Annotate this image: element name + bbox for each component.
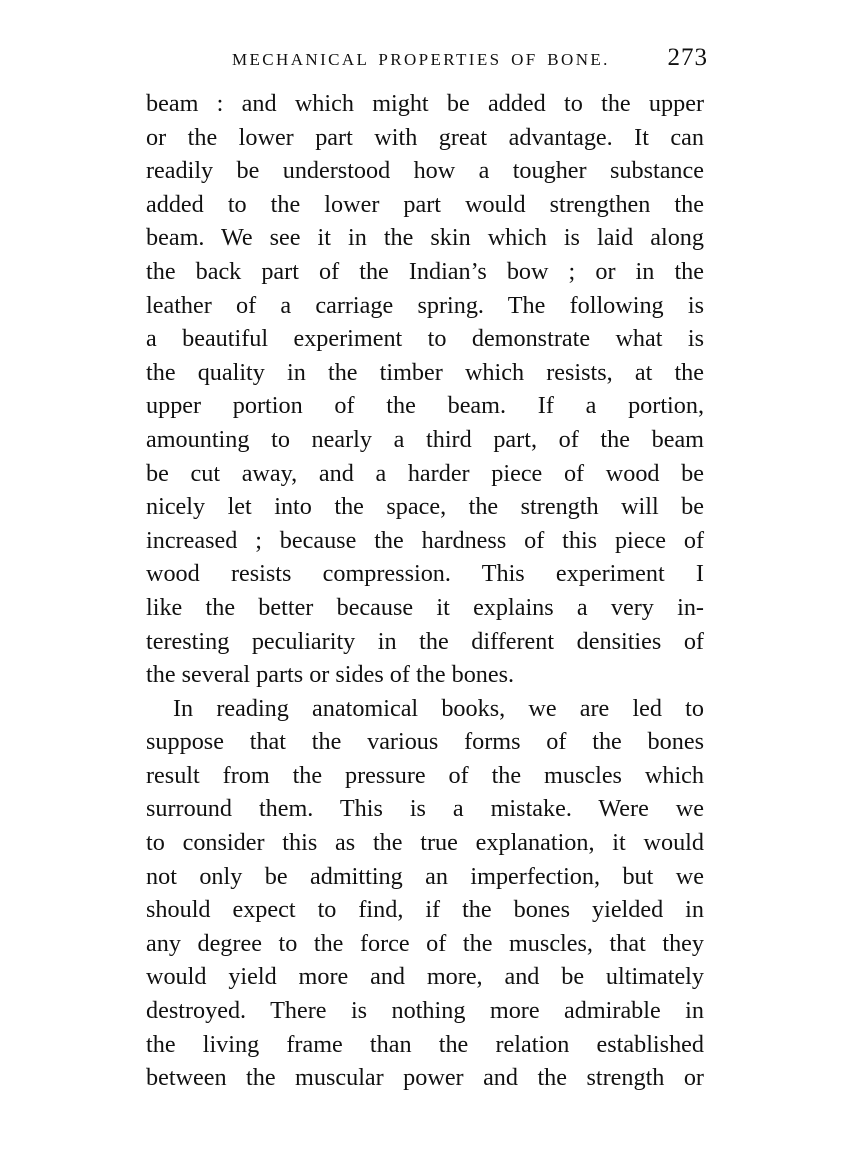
text-line: amounting to nearly a third part, of the beam [146, 425, 704, 453]
text-line: or the lower part with great advantage. It can [146, 123, 704, 151]
text-line: increased ; because the hardness of this piece of [146, 526, 704, 554]
text-line: leather of a carriage spring. The following is [146, 291, 704, 319]
running-title: MECHANICAL PROPERTIES OF BONE. [232, 50, 610, 69]
paragraph-2 [146, 692, 704, 1095]
body-text [146, 87, 704, 1095]
text-line: not only be admitting an imperfection, but we [146, 862, 704, 890]
text-line: to consider this as the true explanation, it would [146, 829, 704, 857]
text-line: destroyed. There is nothing more admirable in [146, 997, 704, 1025]
text-line: upper portion of the beam. If a portion, [146, 392, 704, 420]
paragraph-1 [146, 87, 704, 692]
text-line: suppose that the various forms of the bones [146, 728, 704, 756]
text-line: teresting peculiarity in the different densities of [146, 627, 704, 655]
text-line: a beautiful experiment to demonstrate what is [146, 325, 704, 353]
text-line: beam. We see it in the skin which is laid along [146, 224, 704, 252]
text-line: any degree to the force of the muscles, that they [146, 929, 704, 957]
text-line: the back part of the Indian’s bow ; or in the [146, 257, 704, 285]
text-line: between the muscular power and the strength or [146, 1064, 704, 1092]
running-header [232, 44, 708, 74]
page-number: 273 [667, 44, 708, 71]
text-line: like the better because it explains a very in- [146, 593, 704, 621]
text-line: wood resists compression. This experiment I [146, 560, 704, 588]
text-line: the several parts or sides of the bones. [146, 661, 515, 689]
text-line: result from the pressure of the muscles which [146, 761, 704, 789]
text-line: added to the lower part would strengthen the [146, 190, 704, 218]
text-line: beam : and which might be added to the upper [146, 90, 704, 117]
text-line: be cut away, and a harder piece of wood be [146, 459, 704, 487]
text-line: the living frame than the relation established [146, 1030, 704, 1058]
text-line: readily be understood how a tougher substance [146, 157, 704, 185]
text-line: would yield more and more, and be ultimately [146, 963, 704, 991]
text-line: the quality in the timber which resists, at the [146, 358, 704, 386]
text-line: surround them. This is a mistake. Were we [146, 795, 704, 823]
text-line: In reading anatomical books, we are led to [173, 694, 704, 722]
text-line: nicely let into the space, the strength will be [146, 493, 704, 521]
text-line: should expect to find, if the bones yielded in [146, 896, 704, 924]
